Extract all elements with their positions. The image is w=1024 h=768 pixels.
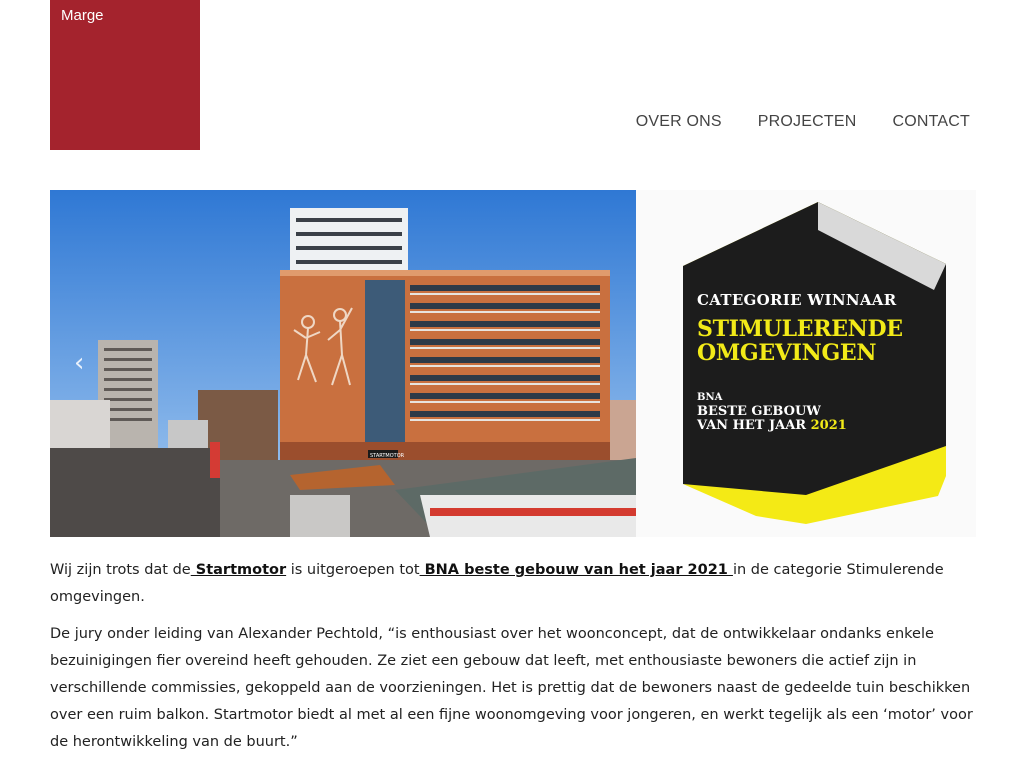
badge-award-line2 <box>697 418 847 433</box>
badge-title-line1: STIMULERENDE <box>697 316 903 342</box>
main-nav <box>636 113 970 131</box>
building-photo <box>50 190 636 537</box>
startmotor-link[interactable]: Startmotor <box>190 562 287 578</box>
badge-award-line1: BESTE GEBOUW <box>697 404 821 419</box>
nav-item-projecten[interactable]: PROJECTEN <box>757 113 857 130</box>
article-body <box>50 557 974 766</box>
badge-org: BNA <box>697 392 723 403</box>
p1-text-1: Wij zijn trots dat de <box>50 562 191 578</box>
article-paragraph-2: De jury onder leiding van Alexander Pechtold, “is enthousiast over het woonconcept, dat de ontwikkelaar ondanks enkele bezuinigingen fier overeind heeft gehouden. Ze ziet een gebouw dat leeft, met enthousiaste bewoners die actief zijn in verschillende commissies, gekoppeld aan de voorzieningen. Het is prettig dat de bewoners naast de gedeelde tuin beschikken over een ruim balkon. Startmotor biedt al met al een fijne woonomgeving voor jongeren, en werkt tegelijk als een ‘motor’ voor de herontwikkeling van de buurt.” <box>50 626 973 750</box>
p1-text-2: is uitgeroepen tot <box>286 562 420 578</box>
badge-award-line2-text: VAN HET JAAR <box>697 418 807 433</box>
p1-text-3: in de categorie Stimulerende omgevingen. <box>50 562 944 605</box>
award-badge <box>636 190 976 537</box>
nav-item-over-ons[interactable]: OVER ONS <box>635 113 722 130</box>
badge-year: 2021 <box>810 418 847 433</box>
logo-text: Marge <box>61 7 104 24</box>
bna-award-link[interactable]: BNA beste gebouw van het jaar 2021 <box>419 562 733 578</box>
badge-title-line2: OMGEVINGEN <box>697 340 877 366</box>
nav-item-contact[interactable]: CONTACT <box>892 113 970 130</box>
badge-category: CATEGORIE WINNAAR <box>697 291 897 309</box>
logo[interactable] <box>50 0 200 150</box>
hero-slider <box>50 190 976 537</box>
building-sign: STARTMOTOR <box>370 453 405 459</box>
slider-prev-arrow[interactable]: ‹ <box>74 348 85 378</box>
article-paragraph-1 <box>50 557 974 611</box>
